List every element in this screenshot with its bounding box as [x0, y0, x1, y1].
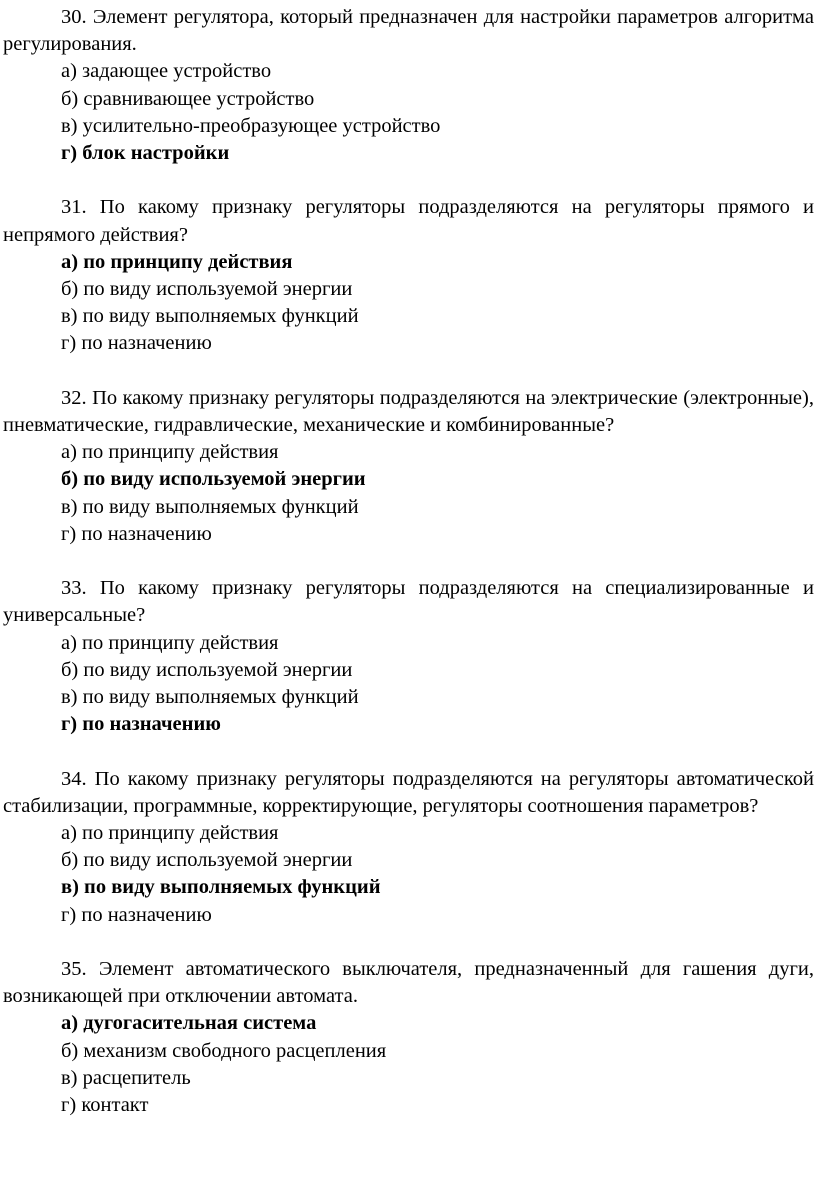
answer-option: в) по виду выполняемых функций [61, 686, 359, 709]
document-page [3, 4, 814, 1146]
answer-option: б) по виду используемой энергии [61, 849, 353, 872]
correct-answer-option: г) по назначению [61, 713, 221, 736]
answer-option: г) по назначению [61, 903, 212, 926]
answer-option: в) расцепитель [61, 1066, 191, 1089]
question-text: 34. По какому признаку регуляторы подразделяются на регуляторы автоматической стабилизации, программные, корректирующие, регуляторы соотношения параметров? [3, 767, 814, 817]
answer-option: г) по назначению [61, 332, 212, 355]
answer-option: г) по назначению [61, 522, 212, 545]
answer-option: б) по виду используемой энергии [61, 278, 353, 301]
question-text: 31. По какому признаку регуляторы подразделяются на регуляторы прямого и непрямого действия? [3, 196, 814, 246]
answer-option: в) по виду выполняемых функций [61, 305, 359, 328]
answer-option: г) контакт [61, 1094, 149, 1117]
question-34 [3, 766, 814, 929]
correct-answer-option: в) по виду выполняемых функций [61, 876, 381, 899]
answer-option: в) усилительно-преобразующее устройство [61, 114, 441, 137]
question-text: 33. По какому признаку регуляторы подразделяются на специализированные и универсальные? [3, 577, 814, 627]
question-35 [3, 956, 814, 1119]
correct-answer-option: а) по принципу действия [61, 250, 293, 273]
answer-option: б) сравнивающее устройство [61, 87, 315, 110]
answer-option: б) механизм свободного расцепления [61, 1039, 387, 1062]
correct-answer-option: а) дугогасительная система [61, 1012, 317, 1035]
correct-answer-option: г) блок настройки [61, 142, 230, 165]
answer-option: а) по принципу действия [61, 441, 279, 464]
answer-option: а) по принципу действия [61, 822, 279, 845]
answer-option: б) по виду используемой энергии [61, 658, 353, 681]
question-31 [3, 194, 814, 357]
question-33 [3, 575, 814, 738]
answer-option: а) задающее устройство [61, 60, 272, 83]
question-text: 35. Элемент автоматического выключателя, предназначенный для гашения дуги, возникающей при отключении автомата. [3, 958, 814, 1008]
question-text: 30. Элемент регулятора, который предназначен для настройки параметров алгоритма регулирования. [3, 6, 814, 56]
question-30 [3, 4, 814, 167]
correct-answer-option: б) по виду используемой энергии [61, 468, 366, 491]
answer-option: а) по принципу действия [61, 631, 279, 654]
answer-option: в) по виду выполняемых функций [61, 495, 359, 518]
question-32 [3, 385, 814, 548]
question-text: 32. По какому признаку регуляторы подразделяются на электрические (электронные), пневматические, гидравлические, механические и комбинированные? [3, 386, 814, 437]
